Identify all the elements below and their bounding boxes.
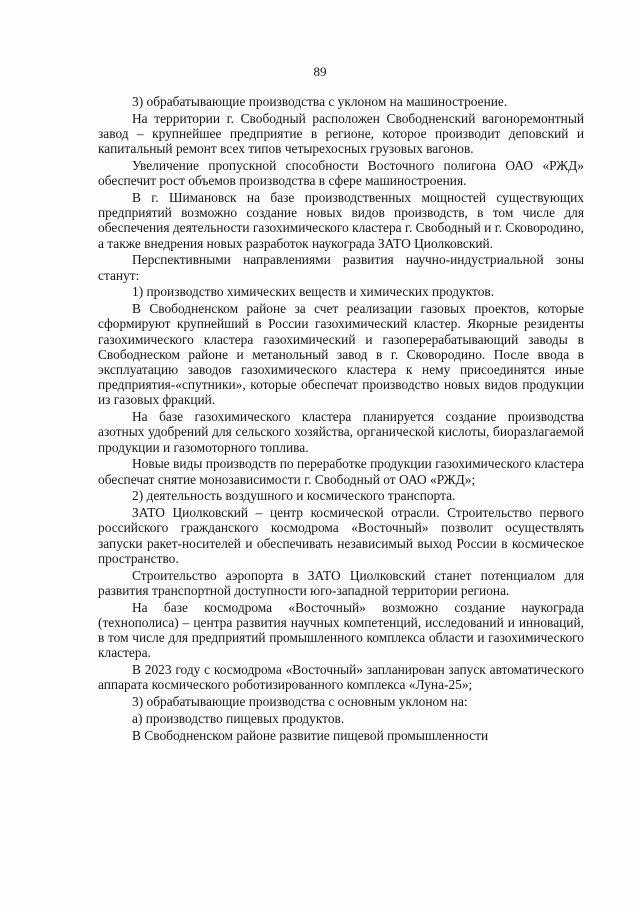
paragraph-luna-25: В 2023 году с космодрома «Восточный» запланирован запуск автоматического аппарата космического роботизированного комплекса «Луна-25»; <box>98 662 584 693</box>
paragraph-eastern-polygon: Увеличение пропускной способности Восточного полигона ОАО «РЖД» обеспечит рост объемов производства в сфере машиностроения. <box>98 158 584 189</box>
paragraph-air-space-transport: 2) деятельность воздушного и космического транспорта. <box>132 488 456 504</box>
paragraph-manufacturing-main-focus: 3) обрабатывающие производства с основным уклоном на: <box>132 694 468 710</box>
paragraph-tsiolkovsky-space-center: ЗАТО Циолковский – центр космической отрасли. Строительство первого российского гражданского космодрома «Восточный» позволит осуществлять запуски ракет-носителей и обеспечивать независимый выход России в космическое пространство. <box>98 505 584 566</box>
paragraph-new-production: Новые виды производств по переработке продукции газохимического кластера обеспечат снятие монозависимости г. Свободный от ОАО «РЖД»; <box>98 456 584 487</box>
paragraph-science-city: На базе космодрома «Восточный» возможно создание наукограда (технополиса) – центра развития научных компетенций, исследований и инноваций, в том числе для предприятий промышленного комплекса области и газохимического кластера. <box>98 599 584 661</box>
paragraph-perspective-directions: Перспективными направлениями развития научно-индустриальной зоны станут: <box>98 252 584 283</box>
paragraph-chemical-production: 1) производство химических веществ и химических продуктов. <box>132 284 495 300</box>
page-number: 89 <box>313 64 327 79</box>
paragraph-airport-construction: Строительство аэропорта в ЗАТО Циолковский станет потенциалом для развития транспортной доступности юго-западной территории региона. <box>98 567 584 598</box>
paragraph-food-industry: В Свободненском районе развитие пищевой промышленности <box>132 727 489 743</box>
paragraph-food-production: а) производство пищевых продуктов. <box>132 710 345 726</box>
paragraph-shimanovsk: В г. Шимановск на базе производственных мощностей существующих предприятий возможно создание новых видов производств, в том числе для обеспечения деятельности газохимического кластера г. Свободный и г. Сковородино, а также внедрения новых разработок наукограда ЗАТО Циолковский. <box>98 190 584 251</box>
document-body <box>98 94 584 744</box>
paragraph-manufacturing-machine-building: 3) обрабатывающие производства с уклоном на машиностроение. <box>132 94 508 109</box>
paragraph-wagon-repair-plant: На территории г. Свободный расположен Свободненский вагоноремонтный завод – крупнейшее предприятие в регионе, которое производит деповский и капитальный ремонт всех типов четырехосных грузовых вагонов. <box>98 110 584 157</box>
paragraph-gas-chemical-cluster: В Свободненском районе за счет реализации газовых проектов, которые сформируют крупнейший в России газохимический кластер. Якорные резиденты газохимического кластера газохимический и газоперерабатывающий заводы в Свободнеском районе и метанольный завод в г. Сковородино. После ввода в эксплуатацию заводов газохимического кластера к нему присоединятся иные предприятия-«спутники», которые обеспечат производство новых видов продукции из газовых фракций. <box>98 301 584 408</box>
paragraph-fertilizers: На базе газохимического кластера планируется создание производства азотных удобрений для сельского хозяйства, органической кислоты, биоразлагаемой продукции и газомоторного топлива. <box>98 409 584 455</box>
